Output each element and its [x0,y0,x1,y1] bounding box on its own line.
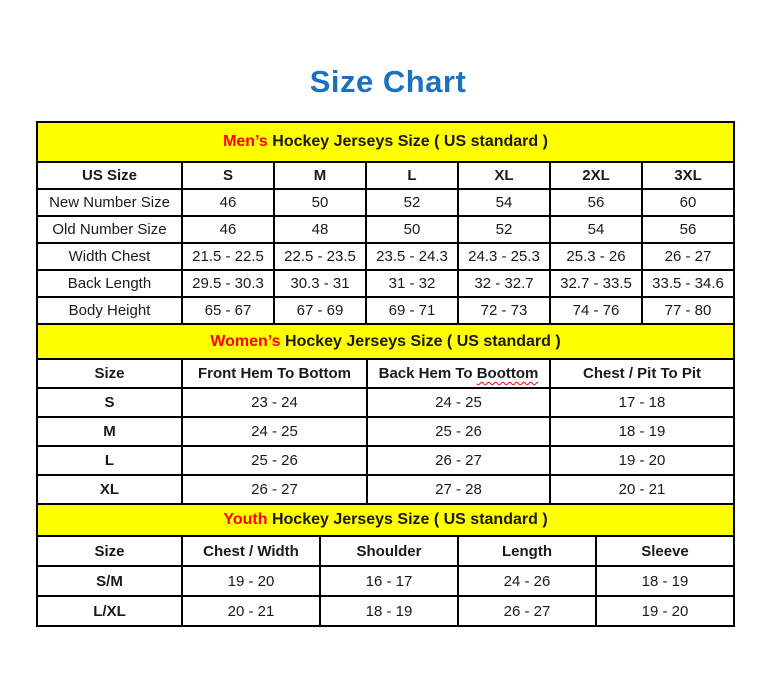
table-row [37,475,734,504]
womens-cell: 20 - 21 [550,475,734,504]
mens-cell: 46 [182,189,274,216]
womens-banner-highlight: Women’s [210,332,281,350]
womens-col-header-text: Back Hem To [378,365,477,382]
youth-row-label: S/M [37,566,182,596]
mens-cell: 22.5 - 23.5 [274,243,366,270]
mens-header-row [37,162,734,189]
mens-cell: 21.5 - 22.5 [182,243,274,270]
table-row [37,189,734,216]
youth-size-table [36,503,735,627]
womens-header-row [37,359,734,388]
womens-col-header: Size [37,359,182,388]
mens-cell: 32.7 - 33.5 [550,270,642,297]
youth-col-header: Length [458,536,596,566]
mens-cell: 50 [274,189,366,216]
womens-cell: 25 - 26 [367,417,550,446]
misspelled-word: Boottom [476,365,539,382]
womens-row-label: M [37,417,182,446]
mens-row-label: Back Length [37,270,182,297]
mens-cell: 77 - 80 [642,297,734,324]
mens-cell: 56 [550,189,642,216]
table-row [37,297,734,324]
table-row [37,243,734,270]
womens-cell: 17 - 18 [550,388,734,417]
womens-cell: 24 - 25 [367,388,550,417]
youth-cell: 20 - 21 [182,596,320,626]
mens-banner-highlight: Men’s [223,133,268,150]
womens-banner-text: Hockey Jerseys Size ( US standard ) [280,332,561,350]
womens-cell: 25 - 26 [182,446,367,475]
mens-size-table [36,121,735,325]
mens-cell: 54 [458,189,550,216]
mens-cell: 52 [458,216,550,243]
mens-cell: 56 [642,216,734,243]
mens-cell: 46 [182,216,274,243]
mens-col-header: S [182,162,274,189]
mens-row-label: Body Height [37,297,182,324]
mens-cell: 30.3 - 31 [274,270,366,297]
youth-cell: 19 - 20 [182,566,320,596]
youth-banner-text: Hockey Jerseys Size ( US standard ) [267,511,548,528]
mens-cell: 69 - 71 [366,297,458,324]
mens-col-header: 3XL [642,162,734,189]
table-row [37,270,734,297]
size-chart-tables [36,121,733,627]
womens-section-banner [37,324,734,359]
womens-cell: 18 - 19 [550,417,734,446]
mens-col-header: XL [458,162,550,189]
womens-row-label: S [37,388,182,417]
page-title: Size Chart [309,64,467,99]
mens-banner-row [37,122,734,162]
youth-header-row [37,536,734,566]
youth-banner-row [37,504,734,536]
youth-cell: 24 - 26 [458,566,596,596]
youth-col-header: Size [37,536,182,566]
womens-cell: 26 - 27 [182,475,367,504]
mens-cell: 29.5 - 30.3 [182,270,274,297]
mens-row-label: Old Number Size [37,216,182,243]
youth-col-header: Shoulder [320,536,458,566]
mens-cell: 25.3 - 26 [550,243,642,270]
mens-col-header: 2XL [550,162,642,189]
womens-cell: 23 - 24 [182,388,367,417]
mens-section-banner [37,122,734,162]
youth-cell: 18 - 19 [320,596,458,626]
mens-cell: 67 - 69 [274,297,366,324]
table-row [37,216,734,243]
youth-col-header: Chest / Width [182,536,320,566]
womens-banner-row [37,324,734,359]
mens-cell: 48 [274,216,366,243]
mens-cell: 23.5 - 24.3 [366,243,458,270]
womens-size-table [36,323,735,505]
table-row [37,566,734,596]
mens-banner-text: Hockey Jerseys Size ( US standard ) [267,133,548,150]
mens-row-label: New Number Size [37,189,182,216]
mens-cell: 31 - 32 [366,270,458,297]
womens-row-label: XL [37,475,182,504]
mens-row-label: Width Chest [37,243,182,270]
youth-cell: 19 - 20 [596,596,734,626]
mens-cell: 52 [366,189,458,216]
table-row [37,417,734,446]
mens-cell: 74 - 76 [550,297,642,324]
mens-col-header: US Size [37,162,182,189]
youth-cell: 16 - 17 [320,566,458,596]
womens-cell: 24 - 25 [182,417,367,446]
mens-cell: 72 - 73 [458,297,550,324]
womens-cell: 26 - 27 [367,446,550,475]
mens-col-header: L [366,162,458,189]
mens-cell: 24.3 - 25.3 [458,243,550,270]
youth-row-label: L/XL [37,596,182,626]
womens-col-header: Front Hem To Bottom [182,359,367,388]
youth-section-banner [37,504,734,536]
mens-cell: 54 [550,216,642,243]
youth-banner-highlight: Youth [223,511,268,528]
youth-cell: 26 - 27 [458,596,596,626]
womens-row-label: L [37,446,182,475]
womens-col-header: Chest / Pit To Pit [550,359,734,388]
table-row [37,388,734,417]
mens-cell: 33.5 - 34.6 [642,270,734,297]
mens-col-header: M [274,162,366,189]
womens-cell: 27 - 28 [367,475,550,504]
mens-cell: 50 [366,216,458,243]
table-row [37,596,734,626]
womens-col-header [367,359,550,388]
mens-cell: 65 - 67 [182,297,274,324]
mens-cell: 32 - 32.7 [458,270,550,297]
youth-cell: 18 - 19 [596,566,734,596]
mens-cell: 60 [642,189,734,216]
womens-cell: 19 - 20 [550,446,734,475]
table-row [37,446,734,475]
mens-cell: 26 - 27 [642,243,734,270]
youth-col-header: Sleeve [596,536,734,566]
